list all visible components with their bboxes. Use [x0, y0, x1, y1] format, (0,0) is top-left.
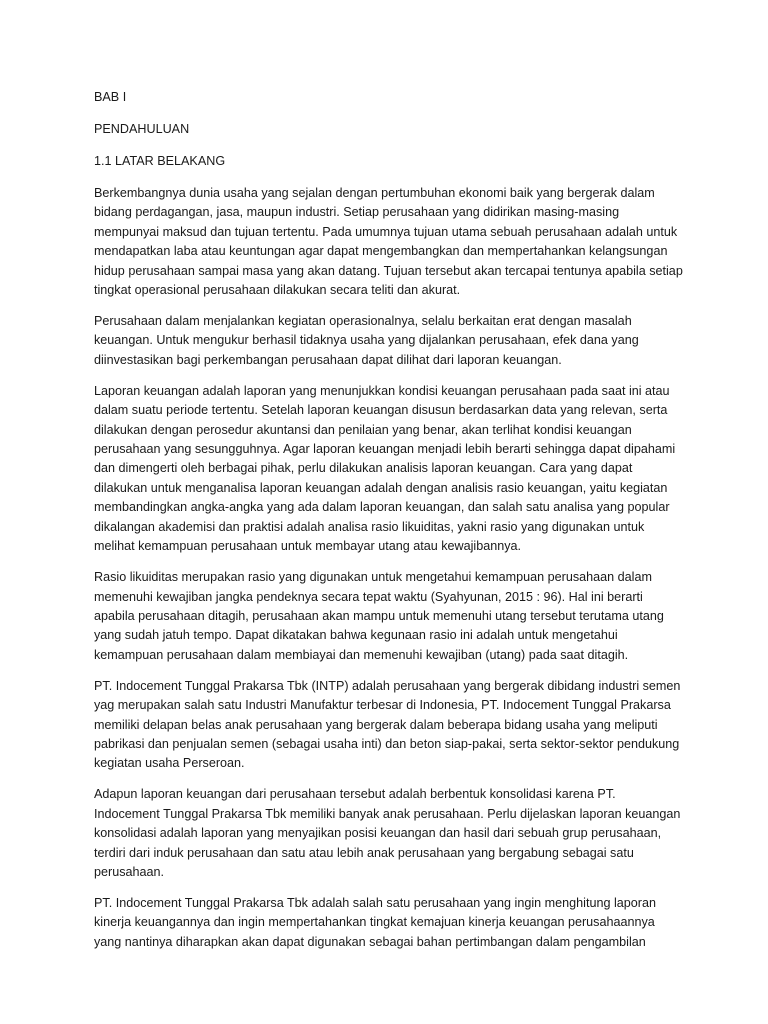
paragraph: Perusahaan dalam menjalankan kegiatan operasionalnya, selalu berkaitan erat dengan masalah keuangan. Untuk mengukur berhasil tidaknya usaha yang dijalankan perusahaan, efek dana yang diinvestasikan bagi perkembangan perusahaan dapat dilihat dari laporan keuangan. — [94, 314, 639, 367]
document-page — [94, 88, 684, 964]
paragraph: Laporan keuangan adalah laporan yang menunjukkan kondisi keuangan perusahaan pada saat ini atau dalam suatu periode tertentu. Setelah laporan keuangan disusun berdasarkan data yang relevan, serta dilakukan dengan perosedur akuntansi dan penilaian yang benar, akan terlihat kondisi keuangan perusahaan yang sesungguhnya. Agar laporan keuangan menjadi lebih berarti sehingga dapat dipahami dan dimengerti oleh berbagai pihak, perlu dilakukan analisis laporan keuangan. Cara yang dapat dilakukan untuk menganalisa laporan keuangan adalah dengan analisis rasio keuangan, yaitu kegiatan membandingkan angka-angka yang ada dalam laporan keuangan, dan salah satu analisa yang popular dikalangan akademisi dan praktisi adalah analisa rasio likuiditas, yakni rasio yang digunakan untuk melihat kemampuan perusahaan untuk membayar utang atau kewajibannya. — [94, 383, 676, 554]
chapter-title: PENDAHULUAN — [94, 122, 190, 136]
paragraph: Berkembangnya dunia usaha yang sejalan dengan pertumbuhan ekonomi baik yang bergerak dalam bidang perdagangan, jasa, maupun industri. Setiap perusahaan yang didirikan masing-masing mempunyai maksud dan tujuan tertentu. Pada umumnya tujuan utama sebuah perusahaan adalah untuk mendapatkan laba atau keuntungan agar dapat mengembangkan dan mempertahankan kelangsungan hidup perusahaan sampai masa yang akan datang. Tujuan tersebut akan tercapai tentunya apabila setiap tingkat operasional perusahaan dilakukan secara teliti dan akurat. — [94, 186, 683, 298]
paragraph: Rasio likuiditas merupakan rasio yang digunakan untuk mengetahui kemampuan perusahaan dalam memenuhi kewajiban jangka pendeknya secara tepat waktu (Syahyunan, 2015 : 96). Hal ini berarti apabila perusahaan ditagih, perusahaan akan mampu untuk memenuhi utang tersebut terutama utang yang sudah jatuh tempo. Dapat dikatakan bahwa kegunaan rasio ini adalah untuk mengetahui kemampuan perusahaan dalam membiayai dan memenuhi kewajiban (utang) pada saat ditagih. — [94, 570, 664, 662]
chapter-heading: BAB I — [94, 90, 127, 104]
paragraph: PT. Indocement Tunggal Prakarsa Tbk adalah salah satu perusahaan yang ingin menghitung laporan kinerja keuangannya dan ingin mempertahankan tingkat kemajuan kinerja keuangan perusahaannya yang nantinya diharapkan akan dapat digunakan sebagai bahan pertimbangan dalam pengambilan — [94, 895, 656, 949]
section-heading: 1.1 LATAR BELAKANG — [94, 154, 226, 168]
paragraph: PT. Indocement Tunggal Prakarsa Tbk (INTP) adalah perusahaan yang bergerak dibidang industri semen yag merupakan salah satu Industri Manufaktur terbesar di Indonesia, PT. Indocement Tunggal Prakarsa memiliki delapan belas anak perusahaan yang bergerak dalam beberapa bidang usaha yang meliputi pabrikasi dan penjualan semen (sebagai usaha inti) dan beton siap-pakai, serta sektor-sektor pendukung kegiatan usaha Perseroan. — [94, 678, 681, 771]
paragraph: Adapun laporan keuangan dari perusahaan tersebut adalah berbentuk konsolidasi karena PT. Indocement Tunggal Prakarsa Tbk memiliki banyak anak perusahaan. Perlu dijelaskan laporan keuangan konsolidasi adalah laporan yang menyajikan posisi keuangan dan hasil dari sebuah grup perusahaan, terdiri dari induk perusahaan dan satu atau lebih anak perusahaan yang bergabung sebagai satu perusahaan. — [94, 787, 681, 879]
